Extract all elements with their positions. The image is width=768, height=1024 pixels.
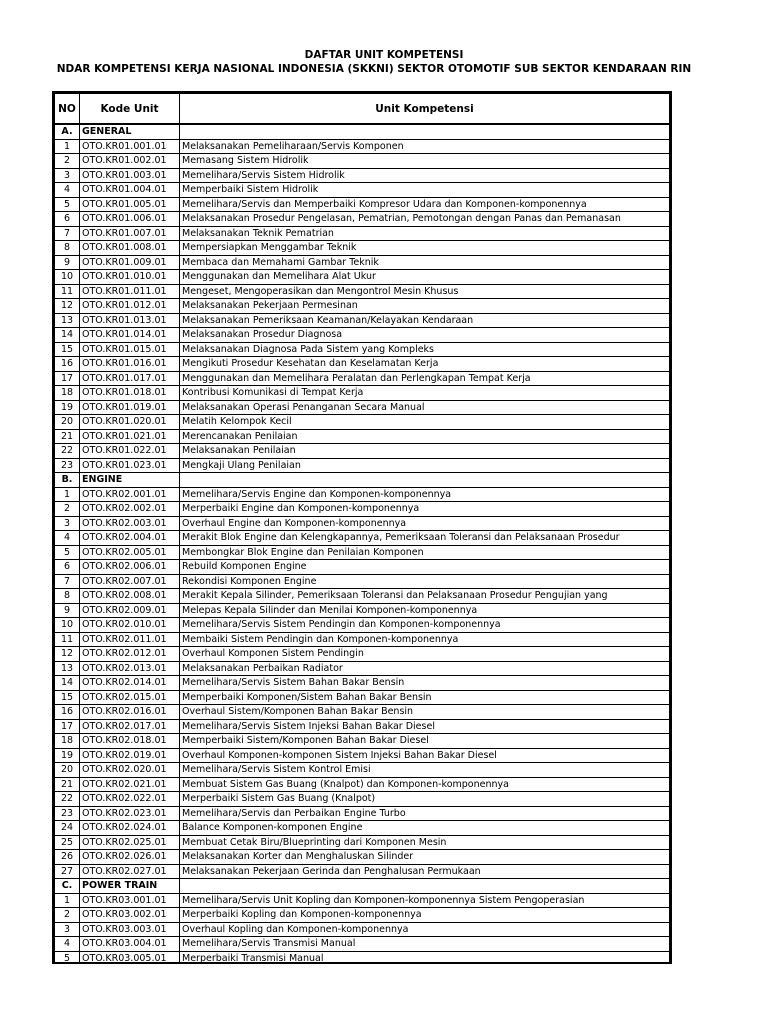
cell-no: 25 <box>55 835 80 850</box>
document-title: DAFTAR UNIT KOMPETENSI <box>304 49 464 61</box>
cell-no: 2 <box>55 154 80 169</box>
cell-unit: Mengkaji Ulang Penilaian <box>180 458 670 473</box>
cell-no: 21 <box>55 429 80 444</box>
table-row <box>55 632 670 647</box>
table-row <box>55 589 670 604</box>
cell-no: C. <box>55 879 80 894</box>
header-unit: Unit Kompetensi <box>180 94 670 125</box>
cell-code: OTO.KR01.004.01 <box>80 183 180 198</box>
cell-no: 9 <box>55 603 80 618</box>
cell-unit: Overhaul Engine dan Komponen-komponennya <box>180 516 670 531</box>
cell-code: OTO.KR02.027.01 <box>80 864 180 879</box>
table-row <box>55 226 670 241</box>
cell-unit: Melaksanakan Penilaian <box>180 444 670 459</box>
table-row <box>55 458 670 473</box>
cell-no: 16 <box>55 357 80 372</box>
cell-no: 3 <box>55 922 80 937</box>
cell-unit: Merperbaiki Kopling dan Komponen-komponennya <box>180 908 670 923</box>
cell-code: OTO.KR03.001.01 <box>80 893 180 908</box>
table-row <box>55 313 670 328</box>
cell-code: OTO.KR01.008.01 <box>80 241 180 256</box>
table-row <box>55 748 670 763</box>
cell-unit: Rebuild Komponen Engine <box>180 560 670 575</box>
cell-no: 13 <box>55 661 80 676</box>
cell-no: 10 <box>55 270 80 285</box>
cell-unit: Merperbaiki Engine dan Komponen-komponennya <box>180 502 670 517</box>
cell-unit: Balance Komponen-komponen Engine <box>180 821 670 836</box>
table-row <box>55 487 670 502</box>
cell-code: OTO.KR02.015.01 <box>80 690 180 705</box>
table-row <box>55 618 670 633</box>
cell-unit: Mempersiapkan Menggambar Teknik <box>180 241 670 256</box>
table-row <box>55 168 670 183</box>
table-row <box>55 864 670 879</box>
table-row <box>55 357 670 372</box>
cell-unit: Mengeset, Mengoperasikan dan Mengontrol Mesin Khusus <box>180 284 670 299</box>
cell-code: OTO.KR02.012.01 <box>80 647 180 662</box>
cell-code: OTO.KR02.020.01 <box>80 763 180 778</box>
table-row <box>55 792 670 807</box>
cell-code: OTO.KR01.001.01 <box>80 139 180 154</box>
cell-unit: Kontribusi Komunikasi di Tempat Kerja <box>180 386 670 401</box>
cell-no: 3 <box>55 168 80 183</box>
table-row <box>55 154 670 169</box>
cell-code: OTO.KR01.022.01 <box>80 444 180 459</box>
table-row <box>55 139 670 154</box>
table-row <box>55 284 670 299</box>
table-row <box>55 241 670 256</box>
table-row <box>55 444 670 459</box>
cell-unit: Melaksanakan Teknik Pematrian <box>180 226 670 241</box>
table-row <box>55 603 670 618</box>
cell-no: A. <box>55 124 80 139</box>
cell-no: 18 <box>55 734 80 749</box>
table-row <box>55 502 670 517</box>
cell-no: 5 <box>55 197 80 212</box>
cell-code: OTO.KR02.016.01 <box>80 705 180 720</box>
cell-no: 4 <box>55 183 80 198</box>
cell-code: OTO.KR01.010.01 <box>80 270 180 285</box>
table-row <box>55 835 670 850</box>
section-row <box>55 124 670 139</box>
cell-no: 1 <box>55 139 80 154</box>
cell-no: 26 <box>55 850 80 865</box>
cell-unit: Memelihara/Servis Sistem Hidrolik <box>180 168 670 183</box>
cell-code: OTO.KR01.009.01 <box>80 255 180 270</box>
cell-unit: Memperbaiki Sistem/Komponen Bahan Bakar Diesel <box>180 734 670 749</box>
cell-no: 7 <box>55 226 80 241</box>
table-row <box>55 777 670 792</box>
cell-code: OTO.KR01.016.01 <box>80 357 180 372</box>
cell-code: OTO.KR01.020.01 <box>80 415 180 430</box>
section-row <box>55 473 670 488</box>
cell-unit: Membongkar Blok Engine dan Penilaian Komponen <box>180 545 670 560</box>
cell-unit <box>180 879 670 894</box>
cell-unit: Memelihara/Servis Unit Kopling dan Komponen-komponennya Sistem Pengoperasian <box>180 893 670 908</box>
cell-no: 17 <box>55 719 80 734</box>
cell-code: OTO.KR02.011.01 <box>80 632 180 647</box>
table-row <box>55 516 670 531</box>
cell-code: GENERAL <box>80 124 180 139</box>
cell-unit: Memelihara/Servis Transmisi Manual <box>180 937 670 952</box>
table-row <box>55 197 670 212</box>
cell-code: OTO.KR01.011.01 <box>80 284 180 299</box>
table-row <box>55 429 670 444</box>
table-row <box>55 342 670 357</box>
cell-no: 17 <box>55 371 80 386</box>
cell-no: 27 <box>55 864 80 879</box>
cell-unit: Memelihara/Servis Engine dan Komponen-komponennya <box>180 487 670 502</box>
cell-no: 18 <box>55 386 80 401</box>
cell-unit: Overhaul Komponen-komponen Sistem Injeksi Bahan Bakar Diesel <box>180 748 670 763</box>
cell-no: 4 <box>55 531 80 546</box>
cell-unit: Melaksanakan Pemeliharaan/Servis Komponen <box>180 139 670 154</box>
cell-code: OTO.KR02.024.01 <box>80 821 180 836</box>
table-row <box>55 299 670 314</box>
cell-code: OTO.KR02.003.01 <box>80 516 180 531</box>
table-row <box>55 676 670 691</box>
table-row <box>55 922 670 937</box>
header-no: NO <box>55 94 80 125</box>
cell-no: 2 <box>55 502 80 517</box>
cell-no: 5 <box>55 951 80 964</box>
table-row <box>55 763 670 778</box>
cell-code: OTO.KR02.007.01 <box>80 574 180 589</box>
table-body <box>55 124 670 964</box>
table-row <box>55 560 670 575</box>
cell-unit <box>180 473 670 488</box>
cell-unit: Melatih Kelompok Kecil <box>180 415 670 430</box>
cell-code: OTO.KR01.021.01 <box>80 429 180 444</box>
cell-code: OTO.KR01.003.01 <box>80 168 180 183</box>
cell-unit: Memelihara/Servis dan Perbaikan Engine Turbo <box>180 806 670 821</box>
cell-unit: Merakit Blok Engine dan Kelengkapannya, Pemeriksaan Toleransi dan Pelaksanaan Prosedur <box>180 531 670 546</box>
subtitle-text: NDAR KOMPETENSI KERJA NASIONAL INDONESIA (SKKNI) SEKTOR OTOMOTIF SUB SEKTOR KENDARAAN RIN <box>56 63 692 75</box>
cell-unit: Menggunakan dan Memelihara Peralatan dan Perlengkapan Tempat Kerja <box>180 371 670 386</box>
cell-no: 8 <box>55 241 80 256</box>
cell-no: 6 <box>55 212 80 227</box>
table-row <box>55 647 670 662</box>
cell-no: 22 <box>55 444 80 459</box>
table-row <box>55 415 670 430</box>
competency-table <box>54 93 670 964</box>
cell-no: 4 <box>55 937 80 952</box>
table-row <box>55 951 670 964</box>
cell-no: 6 <box>55 560 80 575</box>
cell-unit: Melaksanakan Prosedur Pengelasan, Pematrian, Pemotongan dengan Panas dan Pemanasan <box>180 212 670 227</box>
cell-unit: Memperbaiki Sistem Hidrolik <box>180 183 670 198</box>
table-row <box>55 545 670 560</box>
cell-no: 1 <box>55 893 80 908</box>
cell-unit: Membuat Sistem Gas Buang (Knalpot) dan Komponen-komponennya <box>180 777 670 792</box>
cell-no: 8 <box>55 589 80 604</box>
cell-code: OTO.KR01.013.01 <box>80 313 180 328</box>
cell-no: 10 <box>55 618 80 633</box>
table-row <box>55 734 670 749</box>
cell-unit: Memelihara/Servis Sistem Pendingin dan Komponen-komponennya <box>180 618 670 633</box>
cell-code: OTO.KR02.009.01 <box>80 603 180 618</box>
cell-unit: Merencanakan Penilaian <box>180 429 670 444</box>
cell-code: OTO.KR03.005.01 <box>80 951 180 964</box>
table-row <box>55 821 670 836</box>
cell-unit: Overhaul Komponen Sistem Pendingin <box>180 647 670 662</box>
cell-code: OTO.KR02.017.01 <box>80 719 180 734</box>
cell-no: B. <box>55 473 80 488</box>
cell-code: OTO.KR02.001.01 <box>80 487 180 502</box>
cell-code: OTO.KR02.025.01 <box>80 835 180 850</box>
cell-no: 14 <box>55 676 80 691</box>
cell-code: OTO.KR02.021.01 <box>80 777 180 792</box>
document-subtitle <box>0 63 768 75</box>
table-row <box>55 386 670 401</box>
cell-no: 11 <box>55 632 80 647</box>
cell-code: OTO.KR03.003.01 <box>80 922 180 937</box>
cell-no: 19 <box>55 748 80 763</box>
table-row <box>55 705 670 720</box>
cell-no: 20 <box>55 763 80 778</box>
cell-code: OTO.KR02.022.01 <box>80 792 180 807</box>
cell-no: 23 <box>55 806 80 821</box>
cell-no: 14 <box>55 328 80 343</box>
cell-code: OTO.KR02.023.01 <box>80 806 180 821</box>
table-row <box>55 806 670 821</box>
cell-code: OTO.KR02.006.01 <box>80 560 180 575</box>
cell-code: OTO.KR02.018.01 <box>80 734 180 749</box>
cell-no: 5 <box>55 545 80 560</box>
cell-no: 23 <box>55 458 80 473</box>
cell-no: 19 <box>55 400 80 415</box>
cell-unit: Melaksanakan Prosedur Diagnosa <box>180 328 670 343</box>
cell-no: 24 <box>55 821 80 836</box>
table-row <box>55 328 670 343</box>
cell-unit: Melaksanakan Pekerjaan Gerinda dan Penghalusan Permukaan <box>180 864 670 879</box>
cell-unit: Memperbaiki Komponen/Sistem Bahan Bakar Bensin <box>180 690 670 705</box>
cell-code: OTO.KR01.007.01 <box>80 226 180 241</box>
header-code: Kode Unit <box>80 94 180 125</box>
cell-unit: Melepas Kepala Silinder dan Menilai Komponen-komponennya <box>180 603 670 618</box>
cell-no: 2 <box>55 908 80 923</box>
cell-unit: Overhaul Sistem/Komponen Bahan Bakar Bensin <box>180 705 670 720</box>
cell-code: OTO.KR01.015.01 <box>80 342 180 357</box>
table-row <box>55 212 670 227</box>
cell-code: OTO.KR01.002.01 <box>80 154 180 169</box>
table-row <box>55 531 670 546</box>
table-row <box>55 371 670 386</box>
cell-code: POWER TRAIN <box>80 879 180 894</box>
table-row <box>55 255 670 270</box>
cell-unit: Menggunakan dan Memelihara Alat Ukur <box>180 270 670 285</box>
cell-code: OTO.KR01.012.01 <box>80 299 180 314</box>
cell-unit: Melaksanakan Korter dan Menghaluskan Silinder <box>180 850 670 865</box>
table-row <box>55 893 670 908</box>
cell-code: OTO.KR01.019.01 <box>80 400 180 415</box>
cell-unit: Merperbaiki Sistem Gas Buang (Knalpot) <box>180 792 670 807</box>
cell-no: 21 <box>55 777 80 792</box>
cell-code: OTO.KR02.004.01 <box>80 531 180 546</box>
cell-no: 12 <box>55 299 80 314</box>
cell-unit: Melaksanakan Perbaikan Radiator <box>180 661 670 676</box>
cell-code: OTO.KR02.026.01 <box>80 850 180 865</box>
cell-unit: Memelihara/Servis Sistem Injeksi Bahan Bakar Diesel <box>180 719 670 734</box>
cell-unit: Mengikuti Prosedur Kesehatan dan Keselamatan Kerja <box>180 357 670 372</box>
table-row <box>55 719 670 734</box>
cell-code: OTO.KR02.008.01 <box>80 589 180 604</box>
cell-code: OTO.KR01.023.01 <box>80 458 180 473</box>
cell-unit: Melaksanakan Operasi Penanganan Secara Manual <box>180 400 670 415</box>
cell-unit: Melaksanakan Pemeriksaan Keamanan/Kelayakan Kendaraan <box>180 313 670 328</box>
cell-no: 15 <box>55 342 80 357</box>
cell-code: OTO.KR01.017.01 <box>80 371 180 386</box>
cell-code: OTO.KR02.002.01 <box>80 502 180 517</box>
cell-no: 7 <box>55 574 80 589</box>
cell-code: OTO.KR02.013.01 <box>80 661 180 676</box>
cell-code: OTO.KR01.006.01 <box>80 212 180 227</box>
cell-no: 12 <box>55 647 80 662</box>
cell-no: 16 <box>55 705 80 720</box>
cell-no: 20 <box>55 415 80 430</box>
section-row <box>55 879 670 894</box>
cell-code: OTO.KR03.002.01 <box>80 908 180 923</box>
cell-no: 11 <box>55 284 80 299</box>
table-row <box>55 937 670 952</box>
cell-unit: Rekondisi Komponen Engine <box>180 574 670 589</box>
cell-unit: Memelihara/Servis Sistem Bahan Bakar Bensin <box>180 676 670 691</box>
cell-unit: Merakit Kepala Silinder, Pemeriksaan Toleransi dan Pelaksanaan Prosedur Pengujian yang <box>180 589 670 604</box>
cell-no: 22 <box>55 792 80 807</box>
table-row <box>55 270 670 285</box>
table-row <box>55 690 670 705</box>
cell-unit: Memelihara/Servis dan Memperbaiki Kompresor Udara dan Komponen-komponennya <box>180 197 670 212</box>
cell-unit <box>180 124 670 139</box>
table-row <box>55 574 670 589</box>
cell-code: OTO.KR02.019.01 <box>80 748 180 763</box>
table-row <box>55 850 670 865</box>
cell-unit: Membuat Cetak Biru/Blueprinting dari Komponen Mesin <box>180 835 670 850</box>
cell-unit: Membaca dan Memahami Gambar Teknik <box>180 255 670 270</box>
cell-code: OTO.KR01.014.01 <box>80 328 180 343</box>
cell-unit: Merperbaiki Transmisi Manual <box>180 951 670 964</box>
cell-code: OTO.KR03.004.01 <box>80 937 180 952</box>
cell-code: ENGINE <box>80 473 180 488</box>
cell-unit: Melaksanakan Diagnosa Pada Sistem yang Kompleks <box>180 342 670 357</box>
cell-code: OTO.KR01.005.01 <box>80 197 180 212</box>
cell-no: 3 <box>55 516 80 531</box>
table-row <box>55 908 670 923</box>
competency-table-container <box>52 91 672 964</box>
cell-no: 13 <box>55 313 80 328</box>
cell-unit: Memelihara/Servis Sistem Kontrol Emisi <box>180 763 670 778</box>
cell-unit: Membaiki Sistem Pendingin dan Komponen-komponennya <box>180 632 670 647</box>
table-row <box>55 183 670 198</box>
table-row <box>55 661 670 676</box>
cell-unit: Melaksanakan Pekerjaan Permesinan <box>180 299 670 314</box>
cell-code: OTO.KR02.010.01 <box>80 618 180 633</box>
cell-unit: Overhaul Kopling dan Komponen-komponennya <box>180 922 670 937</box>
cell-code: OTO.KR02.005.01 <box>80 545 180 560</box>
table-row <box>55 400 670 415</box>
cell-no: 15 <box>55 690 80 705</box>
cell-code: OTO.KR01.018.01 <box>80 386 180 401</box>
cell-no: 1 <box>55 487 80 502</box>
cell-no: 9 <box>55 255 80 270</box>
table-header-row <box>55 94 670 125</box>
cell-unit: Memasang Sistem Hidrolik <box>180 154 670 169</box>
cell-code: OTO.KR02.014.01 <box>80 676 180 691</box>
